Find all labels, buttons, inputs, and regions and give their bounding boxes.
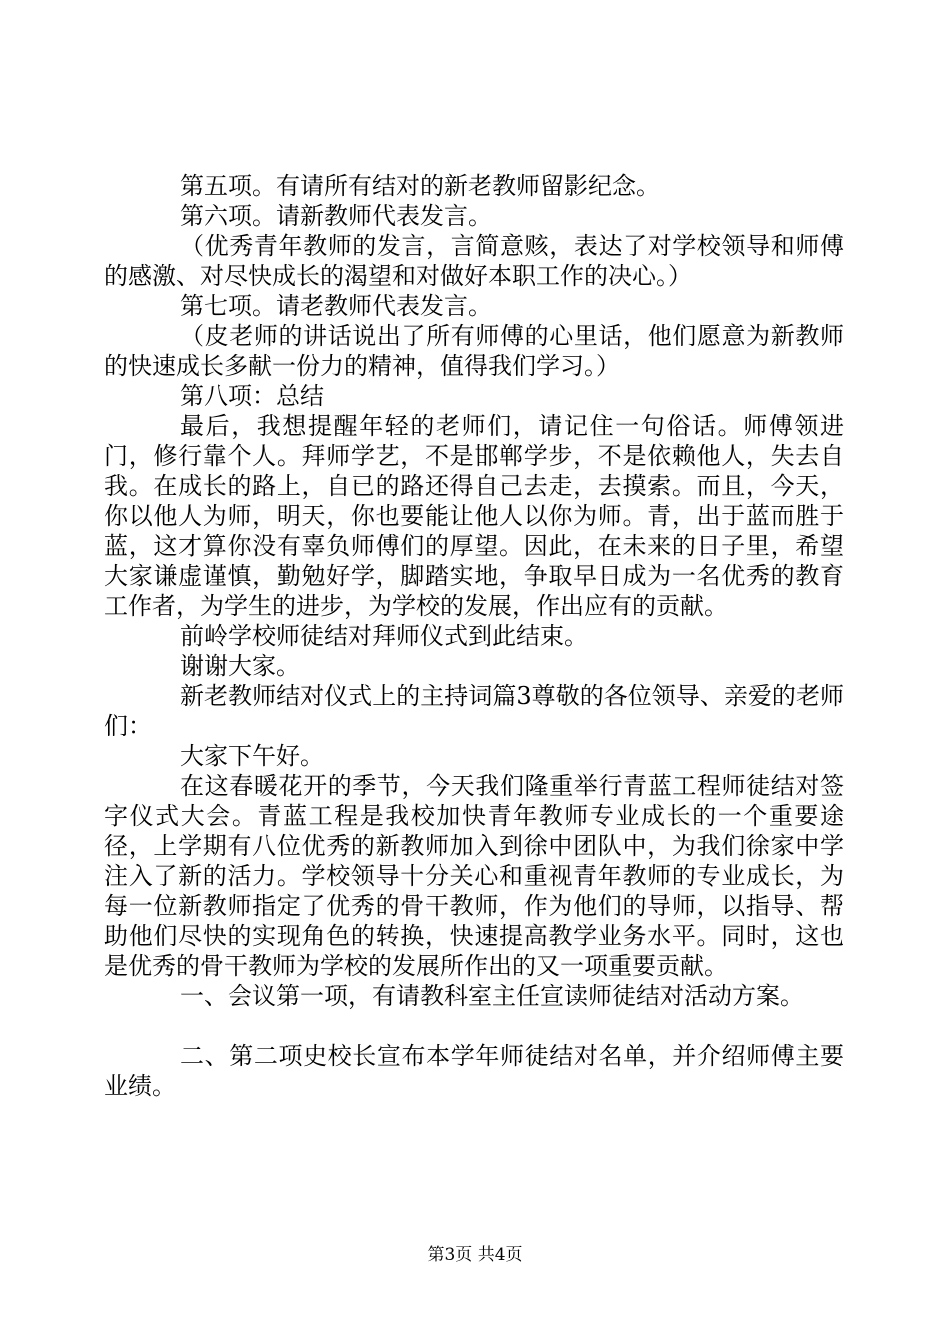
paragraph-item-7: 第七项。请老教师代表发言。 bbox=[180, 292, 492, 320]
page-footer: 第3页 共4页 bbox=[427, 1245, 523, 1265]
paragraph-introduction: 在这春暖花开的季节，今天我们隆重举行青蓝工程师徒结对签字仪式大会。青蓝工程是我校加快青年教师专业成长的一个重要途径，上学期有八位优秀的新教师加入到徐中团队中，为我们徐家中学注入了新的活力。学校领导十分关心和重视青年教师的专业成长，为每一位新教师指定了优秀的骨干教师，作为他们的导师，以指导、帮助他们尽快的实现角色的转换，快速提高教学业务水平。同时，这也是优秀的骨干教师为学校的发展所作出的又一项重要贡献。 bbox=[104, 772, 844, 980]
paragraph-agenda-1: 一、会议第一项，有请教科室主任宣读师徒结对活动方案。 bbox=[180, 982, 804, 1010]
paragraph-thanks: 谢谢大家。 bbox=[180, 652, 300, 680]
document-body bbox=[104, 171, 844, 1101]
paragraph-item-8: 第八项：总结 bbox=[180, 382, 324, 410]
paragraph-summary: 最后，我想提醒年轻的老师们，请记住一句俗话。师傅领进门，修行靠个人。拜师学艺，不是邯郸学步，不是依赖他人，失去自我。在成长的路上，自已的路还得自己去走，去摸索。而且，今天，你以他人为师，明天，你也要能让他人以你为师。青，出于蓝而胜于蓝，这才算你没有辜负师傅们的厚望。因此，在未来的日子里，希望大家谦虚谨慎，勤勉好学，脚踏实地，争取早日成为一名优秀的教育工作者，为学生的进步，为学校的发展，作出应有的贡献。 bbox=[104, 412, 844, 620]
paragraph-old-teacher-speech-note: （皮老师的讲话说出了所有师傅的心里话，他们愿意为新教师的快速成长多献一份力的精神，值得我们学习。） bbox=[104, 322, 844, 380]
paragraph-spacer bbox=[104, 1011, 844, 1041]
paragraph-section-3-title: 新老教师结对仪式上的主持词篇3尊敬的各位领导、亲爱的老师们： bbox=[104, 682, 844, 740]
paragraph-item-5: 第五项。有请所有结对的新老教师留影纪念。 bbox=[180, 172, 660, 200]
paragraph-closing: 前岭学校师徒结对拜师仪式到此结束。 bbox=[180, 622, 588, 650]
paragraph-new-teacher-speech-note: （优秀青年教师的发言，言简意赅，表达了对学校领导和师傅的感激、对尽快成长的渴望和对做好本职工作的决心。） bbox=[104, 232, 844, 290]
paragraph-greeting: 大家下午好。 bbox=[180, 742, 324, 770]
paragraph-agenda-2: 二、第二项史校长宣布本学年师徒结对名单，并介绍师傅主要业绩。 bbox=[104, 1042, 844, 1100]
paragraph-item-6: 第六项。请新教师代表发言。 bbox=[180, 202, 492, 230]
